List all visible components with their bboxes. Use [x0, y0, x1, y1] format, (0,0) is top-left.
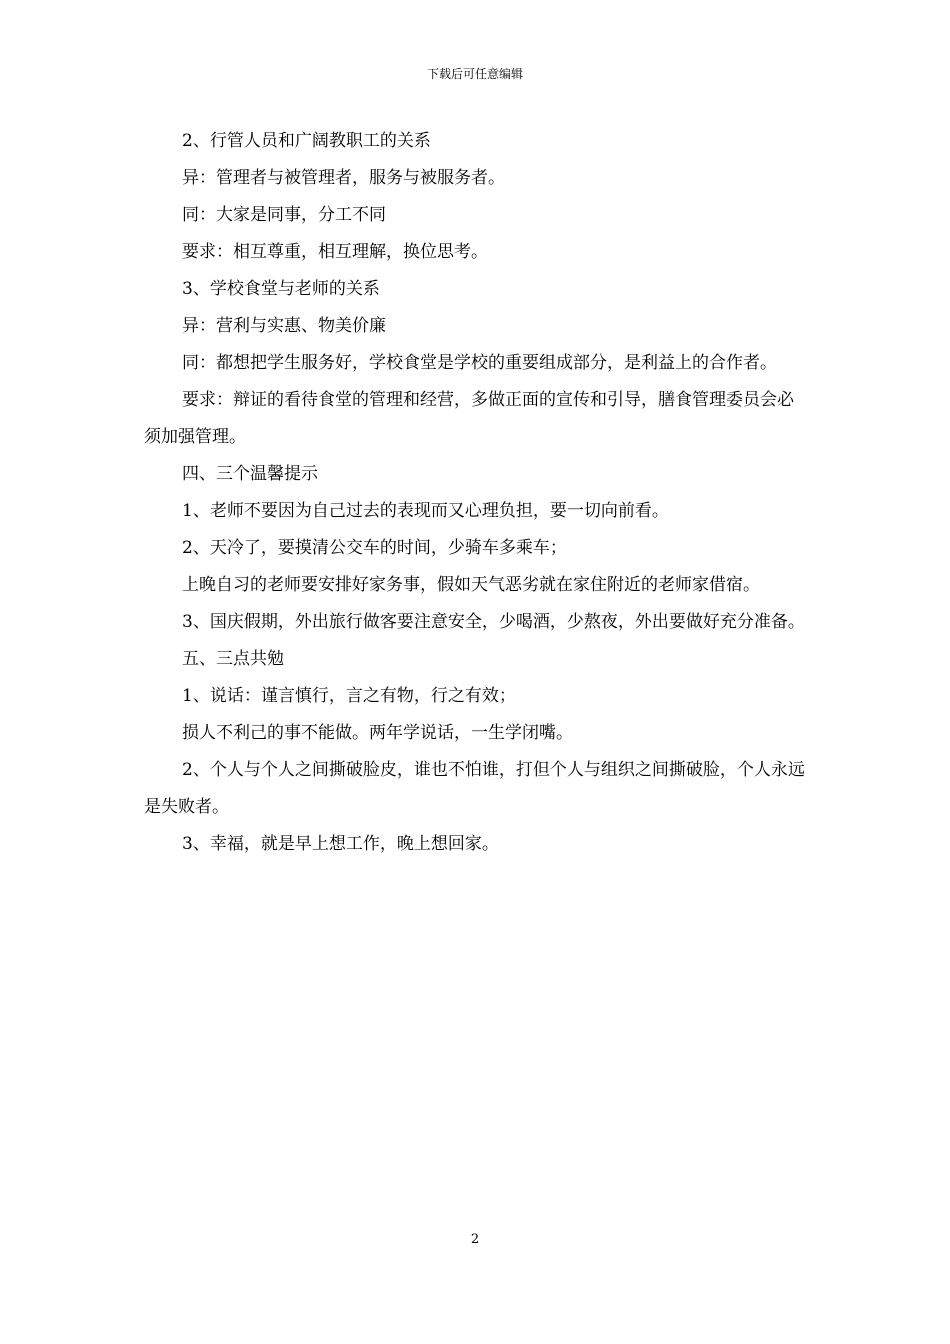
paragraph-difference-2: 异：营利与实惠、物美价廉 [182, 316, 386, 336]
page-number: 2 [470, 1232, 480, 1247]
paragraph-difference-1: 异：管理者与被管理者，服务与被服务者。 [182, 168, 505, 188]
paragraph-relation-admin-staff: 2、行管人员和广阔教职工的关系 [182, 131, 431, 151]
paragraph-same-1: 同：大家是同事，分工不同 [182, 205, 386, 225]
document-body [144, 123, 808, 863]
section-heading-four: 四、三个温馨提示 [182, 464, 318, 484]
paragraph-same-2: 同：都想把学生服务好，学校食堂是学校的重要组成部分，是利益上的合作者。 [182, 353, 777, 373]
paragraph-relation-canteen-teachers: 3、学校食堂与老师的关系 [182, 279, 380, 299]
paragraph-tip-3: 3、国庆假期，外出旅行做客要注意安全，少喝酒，少熬夜，外出要做好充分准备。 [182, 612, 805, 632]
paragraph-motto-1: 1、说话：谨言慎行，言之有物，行之有效； [182, 686, 516, 706]
section-heading-five: 五、三点共勉 [182, 649, 284, 669]
paragraph-tip-2-continued: 上晚自习的老师要安排好家务事，假如天气恶劣就在家住附近的老师家借宿。 [182, 575, 760, 595]
paragraph-motto-1-continued: 损人不利己的事不能做。两年学说话，一生学闭嘴。 [182, 723, 573, 743]
paragraph-tip-1: 1、老师不要因为自己过去的表现而又心理负担，要一切向前看。 [182, 501, 669, 521]
paragraph-motto-2: 2、个人与个人之间撕破脸皮，谁也不怕谁，打但个人与组织之间撕破脸，个人永远是失败者。 [144, 760, 805, 817]
page-header: 下载后可任意编辑 [426, 67, 523, 81]
paragraph-requirement-2: 要求：辩证的看待食堂的管理和经营，多做正面的宣传和引导，膳食管理委员会必须加强管理。 [144, 390, 794, 447]
paragraph-requirement-1: 要求：相互尊重，相互理解，换位思考。 [182, 242, 488, 262]
paragraph-tip-2: 2、天冷了，要摸清公交车的时间，少骑车多乘车； [182, 538, 567, 558]
paragraph-motto-3: 3、幸福，就是早上想工作，晚上想回家。 [182, 834, 499, 854]
